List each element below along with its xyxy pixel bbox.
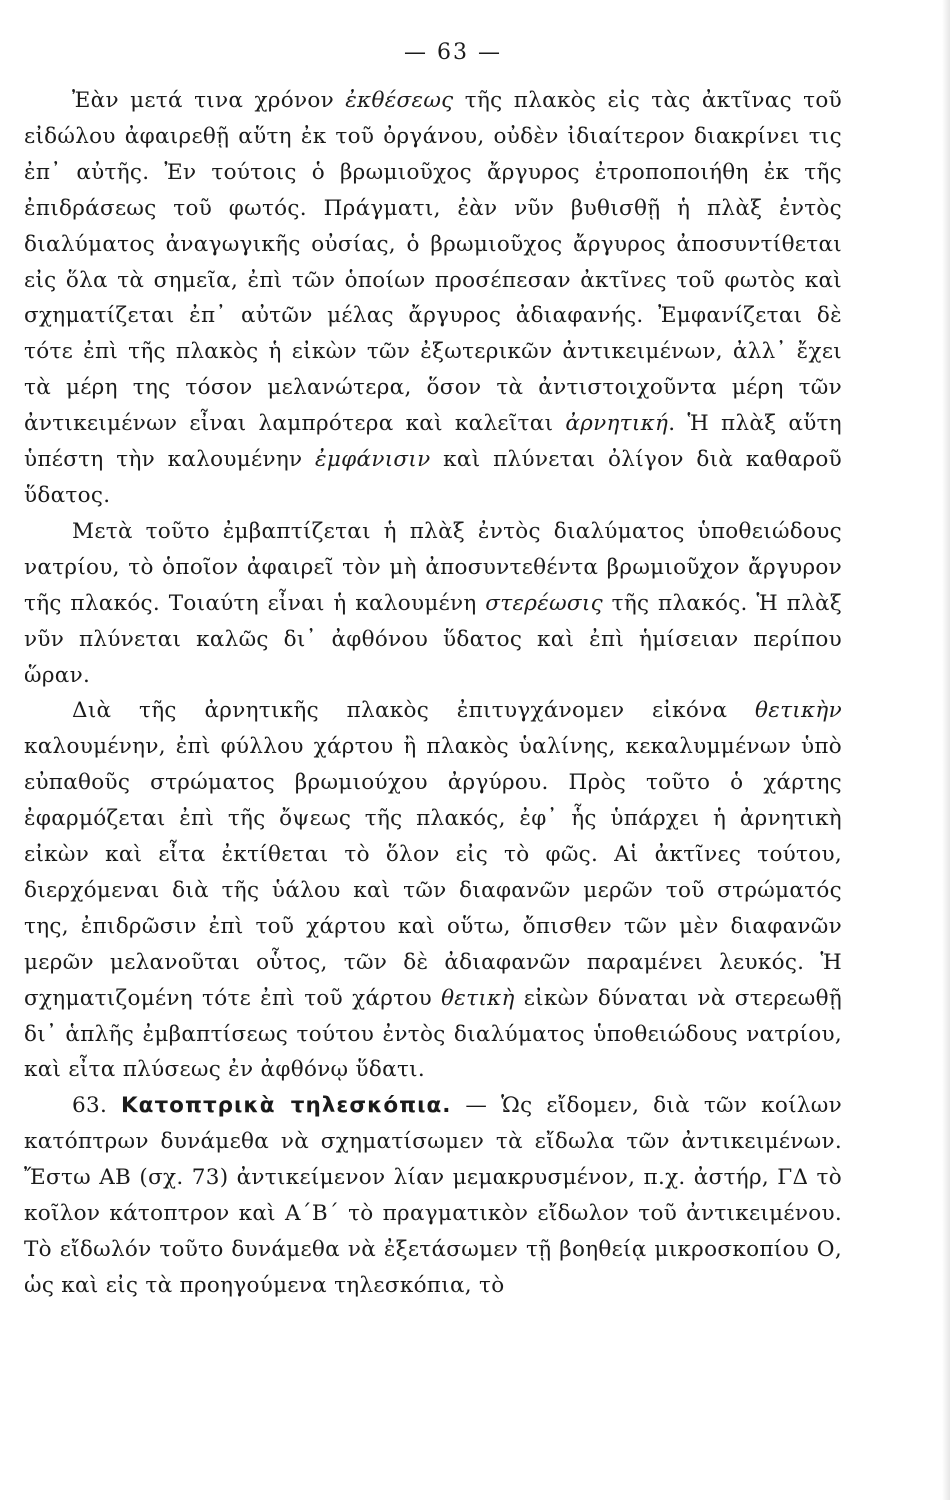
page-edge-shadow (942, 0, 950, 1500)
paragraph-development (24, 83, 842, 514)
text-run: Ἐὰν μετά τινα χρόνον (72, 88, 346, 113)
italic-term: ἀρνητική (565, 411, 669, 437)
text-run: τῆς πλακός. Ἡ πλὰξ νῦν πλύνεται καλῶς δι᾽ ἀφθόνου ὕδατος καὶ ἐπὶ ἡμίσειαν περίπου ὥραν. (24, 590, 842, 688)
text-run: καὶ πλύνεται ὀλίγον διὰ καθαροῦ ὕδατος. (24, 447, 842, 508)
italic-term: θετικὴ (441, 985, 515, 1011)
text-run: καλουμένην, ἐπὶ φύλλου χάρτου ἢ πλακὸς ὑαλίνης, κεκαλυμμένων ὑπὸ εὐπαθοῦς στρώματος βρωμιούχου ἀργύρου. Πρὸς τοῦτο ὁ χάρτης ἐφαρμόζεται ἐπὶ τῆς ὄψεως τῆς πλακός, ἐφ᾽ ἧς ὑπάρχει ἡ ἀρνητικὴ εἰκὼν καὶ εἶτα ἐκτίθεται τὸ ὅλον εἰς τὸ φῶς. Αἱ ἀκτῖνες τούτου, διερχόμεναι διὰ τῆς ὑάλου καὶ τῶν διαφανῶν μερῶν τοῦ στρώματός της, ἐπιδρῶσιν ἐπὶ τοῦ χάρτου καὶ οὕτω, ὄπισθεν τῶν μὲν διαφανῶν μερῶν μελανοῦται οὗτος, τῶν δὲ ἀδιαφανῶν παραμένει λευκός. Ἡ σχηματιζομένη τότε ἐπὶ τοῦ χάρτου (24, 734, 842, 1011)
page-number: — 63 — (404, 40, 502, 65)
text-run: Διὰ τῆς ἀρνητικῆς πλακὸς ἐπιτυγχάνομεν εἰκόνα (72, 698, 756, 724)
italic-term: θετικὴν (755, 698, 842, 724)
text-run: εἰκὼν δύναται νὰ στερεωθῇ δι᾽ ἁπλῆς ἐμβαπτίσεως τούτου ἐντὸς διαλύματος ὑποθειώδους νατρίου, καὶ εἶτα πλύσεως ἐν ἀφθόνῳ ὕδατι. (24, 985, 843, 1083)
text-run: Μετὰ τοῦτο ἐμβαπτίζεται ἡ πλὰξ ἐντὸς διαλύματος ὑποθειώδους νατρίου, τὸ ὁποῖον ἀφαιρεῖ τὸν μὴ ἀποσυντεθέντα βρωμιοῦχον ἄργυρον τῆς πλακός. Τοιαύτη εἶναι ἡ καλουμένη (24, 518, 842, 616)
text-run: . Ἡ πλὰξ αὕτη ὑπέστη τὴν καλουμένην (24, 411, 842, 473)
italic-term: ἐμφάνισιν (315, 447, 431, 473)
paragraph-reflecting-telescopes (24, 1088, 842, 1303)
italic-term: ἐκθέσεως (345, 88, 454, 113)
section-number: 63. (72, 1093, 122, 1119)
text-run: — Ὡς εἴδομεν, διὰ τῶν κοίλων κατόπτρων δυνάμεθα νὰ σχηματίσωμεν τὰ εἴδωλα τῶν ἀντικειμένων. Ἔστω ΑΒ (σχ. 73) ἀντικείμενον λίαν μεμακρυσμένον, π.χ. ἀστήρ, ΓΔ τὸ κοῖλον κάτοπτρον καὶ Α΄Β΄ τὸ πραγματικὸν εἴδωλον τοῦ ἀντικειμένου. Τὸ εἴδωλόν τοῦτο δυνάμεθα νὰ ἐξετάσωμεν τῇ βοηθείᾳ μικροσκοπίου Ο, ὡς καὶ εἰς τὰ προηγούμενα τηλεσκόπια, τὸ (24, 1093, 842, 1298)
text-run: τῆς πλακὸς εἰς τὰς ἀκτῖνας τοῦ εἰδώλου ἀφαιρεθῇ αὕτη ἐκ τοῦ ὀργάνου, οὐδὲν ἰδιαίτερον διακρίνει τις ἐπ᾽ αὐτῆς. Ἐν τούτοις ὁ βρωμιοῦχος ἄργυρος ἐτροποποιήθη ἐκ τῆς ἐπιδράσεως τοῦ φωτός. Πράγματι, ἐὰν νῦν βυθισθῇ ἡ πλὰξ ἐντὸς διαλύματος ἀναγωγικῆς οὐσίας, ὁ βρωμιοῦχος ἄργυρος ἀποσυντίθεται εἰς ὅλα τὰ σημεῖα, ἐπὶ τῶν ὁποίων προσέπεσαν ἀκτῖνες τοῦ φωτὸς καὶ σχηματίζεται ἐπ᾽ αὐτῶν μέλας ἄργυρος ἀδιαφανής. Ἐμφανίζεται δὲ τότε ἐπὶ τῆς πλακὸς ἡ εἰκὼν τῶν ἐξωτερικῶν ἀντικειμένων, ἀλλ᾽ ἔχει τὰ μέρη της τόσον μελανώτερα, ὅσον τὰ ἀντιστοιχοῦντα μέρη τῶν ἀντικειμένων εἶναι λαμπρότερα καὶ καλεῖται (24, 88, 842, 437)
italic-term: στερέωσις (485, 590, 603, 616)
section-heading: Κατοπτρικὰ τηλεσκόπια. (121, 1093, 452, 1119)
paragraph-positive-image (24, 693, 842, 1088)
paragraph-fixing (24, 514, 842, 694)
